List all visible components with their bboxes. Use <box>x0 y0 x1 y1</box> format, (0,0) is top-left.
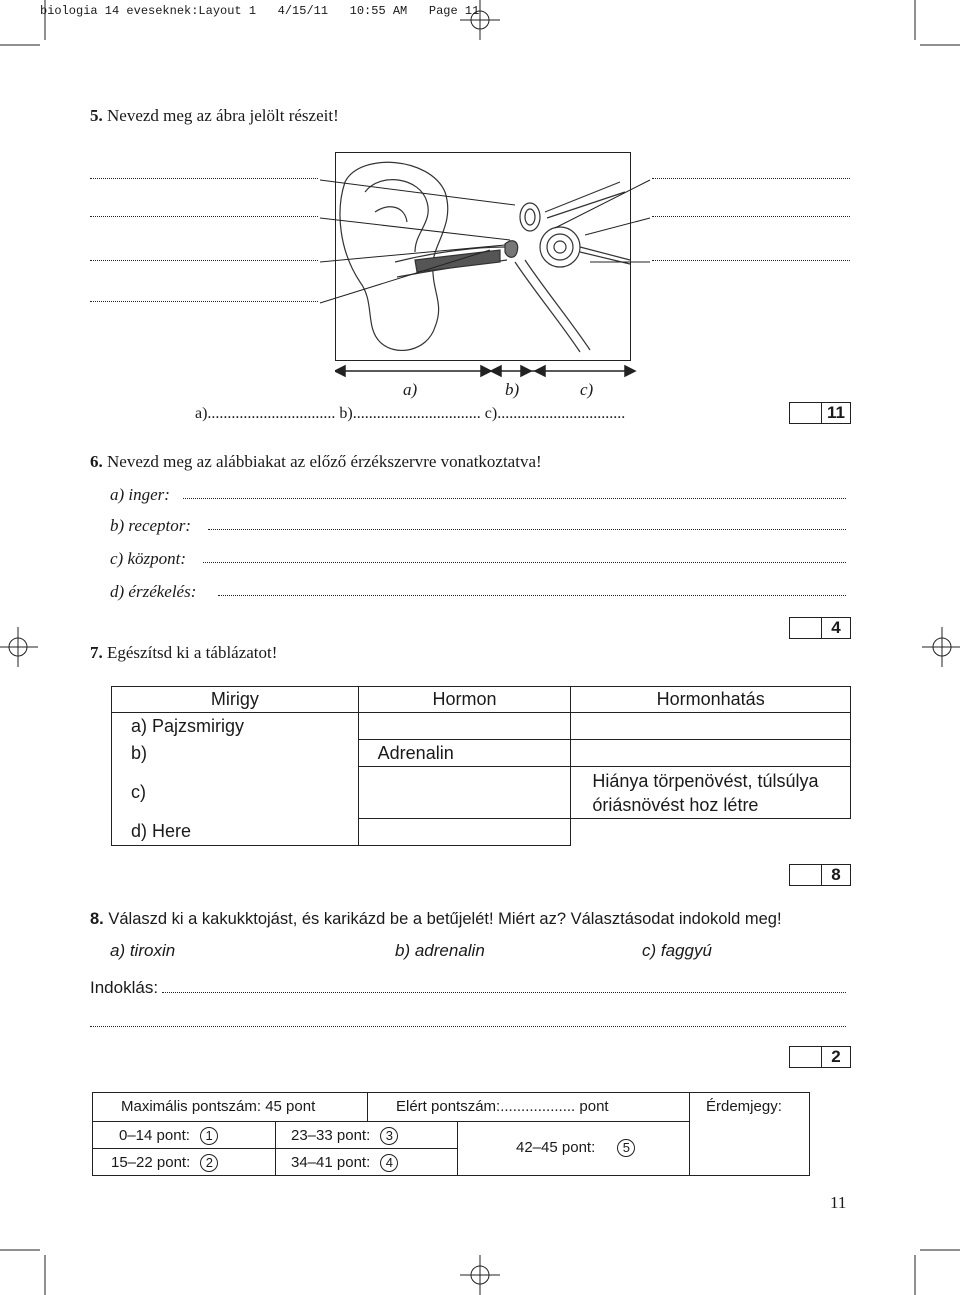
grade-mark-5: 5 <box>617 1139 635 1157</box>
answer-line-left-4[interactable] <box>90 301 318 302</box>
col-header-mirigy: Mirigy <box>112 687 359 713</box>
grading-max: Maximális pontszám: 45 pont <box>121 1098 316 1115</box>
page-number: 11 <box>830 1193 847 1212</box>
q6-line-c[interactable] <box>203 562 846 563</box>
cell-r3-c1: c) <box>112 767 359 819</box>
ear-diagram <box>335 152 635 362</box>
q6-number: 6. <box>90 452 103 471</box>
answer-line-left-2[interactable] <box>90 216 318 217</box>
q6-line-a[interactable] <box>183 498 846 499</box>
q6-heading <box>90 452 542 472</box>
cell-r1-c1: a) Pajzsmirigy <box>112 713 359 740</box>
cell-r1-c2[interactable] <box>358 713 571 740</box>
q6-line-d[interactable] <box>218 595 846 596</box>
grade-mark-1: 1 <box>200 1127 218 1145</box>
q6-item-c: c) központ: <box>110 549 187 568</box>
q6-item-b: b) receptor: <box>110 516 192 535</box>
grade-mark-2: 2 <box>200 1154 218 1172</box>
q5-text: Nevezd meg az ábra jelölt részeit! <box>107 106 339 125</box>
answer-line-right-3[interactable] <box>652 260 850 261</box>
answer-line-right-2[interactable] <box>652 216 850 217</box>
q5-number: 5. <box>90 106 103 125</box>
cell-r4-c1: d) Here <box>112 819 359 846</box>
grading-achieved: Elért pontszám:.................. pont <box>396 1098 609 1115</box>
q8-reason-line-2[interactable] <box>90 1026 846 1027</box>
cell-r4-c3[interactable] <box>571 819 851 846</box>
q8-score-box <box>789 1046 851 1068</box>
q8-score: 2 <box>821 1047 850 1067</box>
arrow-label-b: b) <box>505 380 520 399</box>
q8-number: 8. <box>90 910 104 928</box>
q8-option-b[interactable]: b) adrenalin <box>395 941 485 960</box>
cell-r2-c1: b) <box>112 740 359 767</box>
grade-range-4-label: 34–41 pont: <box>291 1154 371 1171</box>
grading-table <box>92 1092 810 1176</box>
q8-reason-label: Indoklás: <box>90 978 159 997</box>
grade-range-5-label: 42–45 pont: <box>516 1139 596 1156</box>
q8-option-a[interactable]: a) tiroxin <box>110 941 176 960</box>
answer-line-left-1[interactable] <box>90 178 318 179</box>
grade-mark-3: 3 <box>380 1127 398 1145</box>
q5-heading <box>90 106 339 126</box>
grade-range-3-label: 23–33 pont: <box>291 1127 371 1144</box>
arrow-label-c: c) <box>580 380 594 399</box>
q7-text: Egészítsd ki a táblázatot! <box>107 643 278 662</box>
q6-item-a: a) inger: <box>110 485 170 504</box>
q6-score-box <box>789 617 851 639</box>
q7-score-box <box>789 864 851 886</box>
hormone-table <box>111 686 851 846</box>
print-slug: biologia 14 eveseknek:Layout 1 4/15/11 10:55 AM Page 11 <box>40 4 480 18</box>
cell-r3-c3: Hiánya törpenövést, túlsúlya óriásnövést hoz létre <box>571 767 851 819</box>
q7-heading <box>90 643 277 663</box>
section-arrows <box>335 361 655 381</box>
q6-item-d: d) érzékelés: <box>110 582 197 601</box>
cell-r2-c3[interactable] <box>571 740 851 767</box>
grade-mark-4: 4 <box>380 1154 398 1172</box>
answer-line-right-1[interactable] <box>652 178 850 179</box>
grade-range-1-label: 0–14 pont: <box>119 1127 190 1144</box>
cell-r1-c3[interactable] <box>571 713 851 740</box>
grade-range-5 <box>516 1139 635 1157</box>
q6-text: Nevezd meg az alábbiakat az előző érzékszervre vonatkoztatva! <box>107 452 542 471</box>
cell-r3-c2[interactable] <box>358 767 571 819</box>
q6-line-b[interactable] <box>208 529 846 530</box>
cell-r2-c2: Adrenalin <box>358 740 571 767</box>
q8-heading <box>90 910 782 929</box>
col-header-hatas: Hormonhatás <box>571 687 851 713</box>
answer-line-left-3[interactable] <box>90 260 318 261</box>
grade-range-2 <box>111 1154 218 1172</box>
grade-range-4 <box>291 1154 398 1172</box>
q8-option-c[interactable]: c) faggyú <box>642 941 712 960</box>
q7-number: 7. <box>90 643 103 662</box>
grade-range-2-label: 15–22 pont: <box>111 1154 191 1171</box>
q5-answer-line[interactable]: a)................................ b)................................ c)................................ <box>195 405 626 422</box>
col-header-hormon: Hormon <box>358 687 571 713</box>
grading-grade-label: Érdemjegy: <box>706 1098 782 1115</box>
q8-reason-line-1[interactable] <box>162 992 846 993</box>
grade-range-1 <box>119 1127 218 1145</box>
q6-score: 4 <box>821 618 850 638</box>
arrow-label-a: a) <box>403 380 418 399</box>
q5-score-box <box>789 402 851 424</box>
q5-score: 11 <box>821 403 850 423</box>
cell-r4-c2[interactable] <box>358 819 571 846</box>
grade-range-3 <box>291 1127 398 1145</box>
q7-score: 8 <box>821 865 850 885</box>
q8-text: Válaszd ki a kakukktojást, és karikázd be a betűjelét! Miért az? Választásodat indokold meg! <box>108 910 782 928</box>
